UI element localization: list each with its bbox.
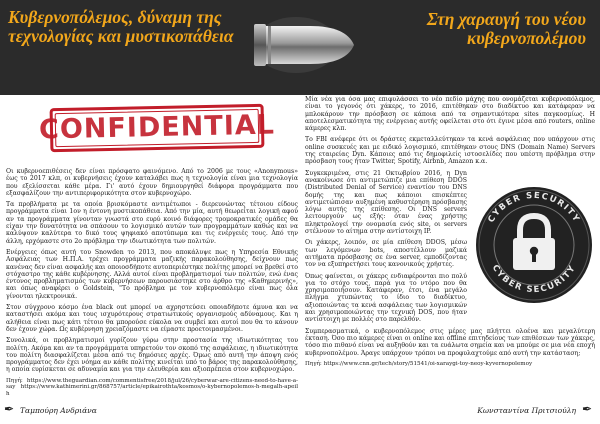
bullet-icon [250,12,360,78]
paragraphs-with-badge [305,170,595,328]
left-sources [6,378,298,398]
right-paragraph-3: Συγκεκριμένα, στις 21 Οκτωβρίου 2016, η Dyn ανακοίνωσε ότι αντιμετώπιζε μια επίθεση DDOS (Distributed Denial of Service) εναντίον του DNS δομής της και πως κάποιοι επισκέπτες αντιμετώπισαν αυξημένη καθυστέρηση πρόσβασης λόγω αυτής της επίθεσης. Οι DNS servers λειτουργούν ως εξής: όταν ένας χρήστης πληκτρολογεί την ονομασία ενός site, οι servers στέλνουν το αίτημα στην αντίστοιχη IP. [305,169,467,236]
confidential-stamp [38,104,276,152]
badge-label-top: CYBER SECURITY [486,190,582,225]
left-author: Ταμπούρη Ανδριάνα [20,406,97,415]
left-paragraph-4: Στον σύγχρονο κόσμο ένα black out μπορεί να αχρηστεύσει οποιαδήποτε άμυνα και να καταστήσει ακόμα και τους ισχυρότερους στρατιωτικούς οργανισμούς αδύναμους. Και η αλήθεια είναι πως κάτι τέτοιο θα μπορούσε εύκολα να συμβεί και αυτοί που θα το κάνουν δεν έχουν χώρα. Ως κυβέρνηση χρειαζόμαστε να είμαστε προετοιμασμένοι. [6,304,298,333]
left-sources-links[interactable]: https://www.theguardian.com/commentisfree/2018/jul/26/cyberwar-are-citizens-need-to-have-a-say https://www.kathimerini.gr/868757/article/epikairothta/kosmos/o-kybernopolemos-h-megalh-apeilh [6,377,298,397]
badge-label-bottom: CYBER SECURITY [489,262,579,295]
right-article-title: Στη χαραυγή του νέου κυβερνοπολέμου [426,9,586,48]
left-sources-label: Πηγή: [6,377,23,384]
header-band [0,0,600,95]
left-article-title: Κυβερνοπόλεμος, δύναμη της τεχνολογίας και μυστικοπάθεια [8,7,234,46]
left-paragraph-2: Τα προβλήματα με τα οποία βρισκόμαστε αντιμέτωποι - διερευνώντας τέτοιου είδους προγράμματα είναι 1ον η έντονη μυστικοπάθεια. Από την μία, αυτή θεωρείται λογική αφού αν τα προγράμματα γίνονταν γνωστά στο ευρύ κοινό διάφορες τρομοκρατικές ομάδες θα είχαν την δυνατότητα να σπάσουν το λογισμικό αυτών των προγραμμάτων καθώς και να καλύψουν καλύτερα το δικό τους ψηφιακό αποτύπωμα και τις ενέργειές τους. Από την άλλη, ερχόμαστε στο 2ο πρόβλημα την ιδιωτικότητα των πολιτών. [6,201,298,245]
right-paragraph-2: Το FBI ανέφερε ότι οι δράστες εκμεταλλεύτηκαν τα κενά ασφάλειας που υπάρχουν στις online συσκευές και με ειδικό λογισμικό, επιτέθηκαν στους DNS (Domain Name) Servers της εταιρείας Dyn. Κάποιες από τις δημοφιλείς ιστοσελίδες που υπέστη πρόβλημα στην πρόσβαση τους ήταν Twitter, Spotify, Airbnb, Amazon κ.α. [305,136,595,166]
right-paragraph-4: Οι χάκερς, λοιπόν, σε μία επίθεση DDOS, μέσω των λεγόμενων bots, αποστέλλουν μαζικά αιτήματα πρόσβασης σε ένα server, εμποδίζοντας τον να εξυπηρετήσει τους κανονικούς χρήστες. [305,239,467,269]
right-article [305,96,595,371]
left-paragraph-5: Συνολικά, οι προβληματισμοί γυρίζουν γύρω στην προστασία της ιδιωτικότητας του πολίτη. Ακόμα και αν τα προγράμματα υπηρετούν τον σκοπό της ασφάλειας, η ιδιωτικότητα του πολίτη διασφαλίζεται μέσα από τις δημόσιες αρχές. Όμως από αυτή την άποψη ενός προγράμματος δεν έχει νόημα αν κάθε πολίτης κινείται υπό το βάρος της παρακολούθησης, η οποία ευρίσκεται σε αδυναμία και για την ελευθερία και αξιοπρέπεια στον κυβερνοχώρο. [6,337,298,374]
right-sources-label: Πηγή: [305,360,322,367]
left-article [6,96,298,402]
right-sources [305,361,595,368]
right-paragraph-5: Όπως φαίνεται, οι χάκερς ενδιαφέρονται πιο πολύ για το στόχο τους, παρά για το ντόρο που θα χρησιμοποιήσουν. Κατάφεραν, έτσι, ένα μεγάλο πλήγμα χτυπώντας το ίδιο το διαδίκτυο, αξιοποιώντας τα κενά ασφάλειας των λογισμικών και χρησιμοποιώντας την τεχνική DOS, που ήταν αντίστοιχη με πολλές στο παρελθόν. [305,272,467,324]
quill-icon: ✒ [4,402,15,416]
left-paragraph-1: Οι κυβερνοεπιθέσεις δεν είναι πρόσφατο φαινόμενο. Από το 2006 με τους «Anonymous» έως το 2017 κλπ, οι κυβερνήσεις έχουν καταλάβει πως η τεχνολογία είναι μια τεχνολογία που εξελίσσεται κάθε μέρα. Γι' αυτό έχουν δημιουργηθεί διάφορα προγράμματα που εξασφαλίζουν την αντιπεριφορικότητα στον κυβερνοχώρο. [6,168,298,197]
cyber-security-badge [473,170,595,320]
right-paragraph-1: Μία νέα για όσα μας επιφυλάσσει το νέο πεδίο μάχης που ονομάζεται κυβερνοπόλεμος, είναι το γεγονός ότι χάκερς, το 2016, επιτέθηκαν στο διαδίκτυο και κατάφεραν να μπλοκάρουν την πρόσβαση σε κάποια από τα σημαντικότερα sites παγκοσμίως. Η αποτελεσματικότητα της ενέργειας αυτής οφείλεται στο ότι έγινε μέσα από routers, online κάμερες κλπ. [305,96,595,133]
right-author: Κωνσταντίνα Πριτσιούλη [477,406,576,415]
narrow-text-block [305,170,467,328]
right-paragraph-6: Συμπερασματικά, ο κυβερνοπόλεμος στις μέρες μας πλήττει ολοένα και μεγαλύτερη έκταση. Όσο πιο κάμερες είναι οι online και offline επιτηδείους των επιθέσεων των χάκερς, τόσο πιο πιθανό είναι να αυξηθούν και τα ευάλωτα σημεία και να μπούμε σε μια νέα εποχή κυβερνοπολέμου. Άραγε υπάρχουν τρόποι να προφυλαχτούμε από αυτή την κατάσταση; [305,327,595,357]
quill-icon: ✒ [581,402,592,416]
left-paragraph-3: Ενέργειες όπως αυτή του Snowden το 2013, που αποκάλυψε πως η Υπηρεσία Εθνικής Ασφάλειας των Η.Π.Α. τρέχει προγράμματα μαζικής παρακολούθησης, δείχνουν πως κανένας δεν είναι ασφαλής και οποιοσδήποτε αυτοπεριέστηκε πολίτης μπορεί να βρεθεί στο στόχαστρο της κάθε κυβέρνησης. Αλλά αυτοί είναι προβληματισμοί των πολιτών, ενώ ένας έντονος προβληματισμός των κυβερνήσεων παρουσιάστηκε στο άρθρο της «Καθημερινής», και όπως αναφέρει ο Goldstein, "Το πρόβλημα με τον κυβερνοπόλεμο είναι πως όλα γίνονται ηλεκτρονικά. [6,248,298,300]
stamp-text: CONFIDENTIAL [38,109,276,146]
right-sources-link[interactable]: https://www.cnn.gr/tech/story/51541/oi-xaraygi-toy-neoy-kyvernopolemoy [323,360,533,367]
confidential-stamp-area [6,100,298,162]
